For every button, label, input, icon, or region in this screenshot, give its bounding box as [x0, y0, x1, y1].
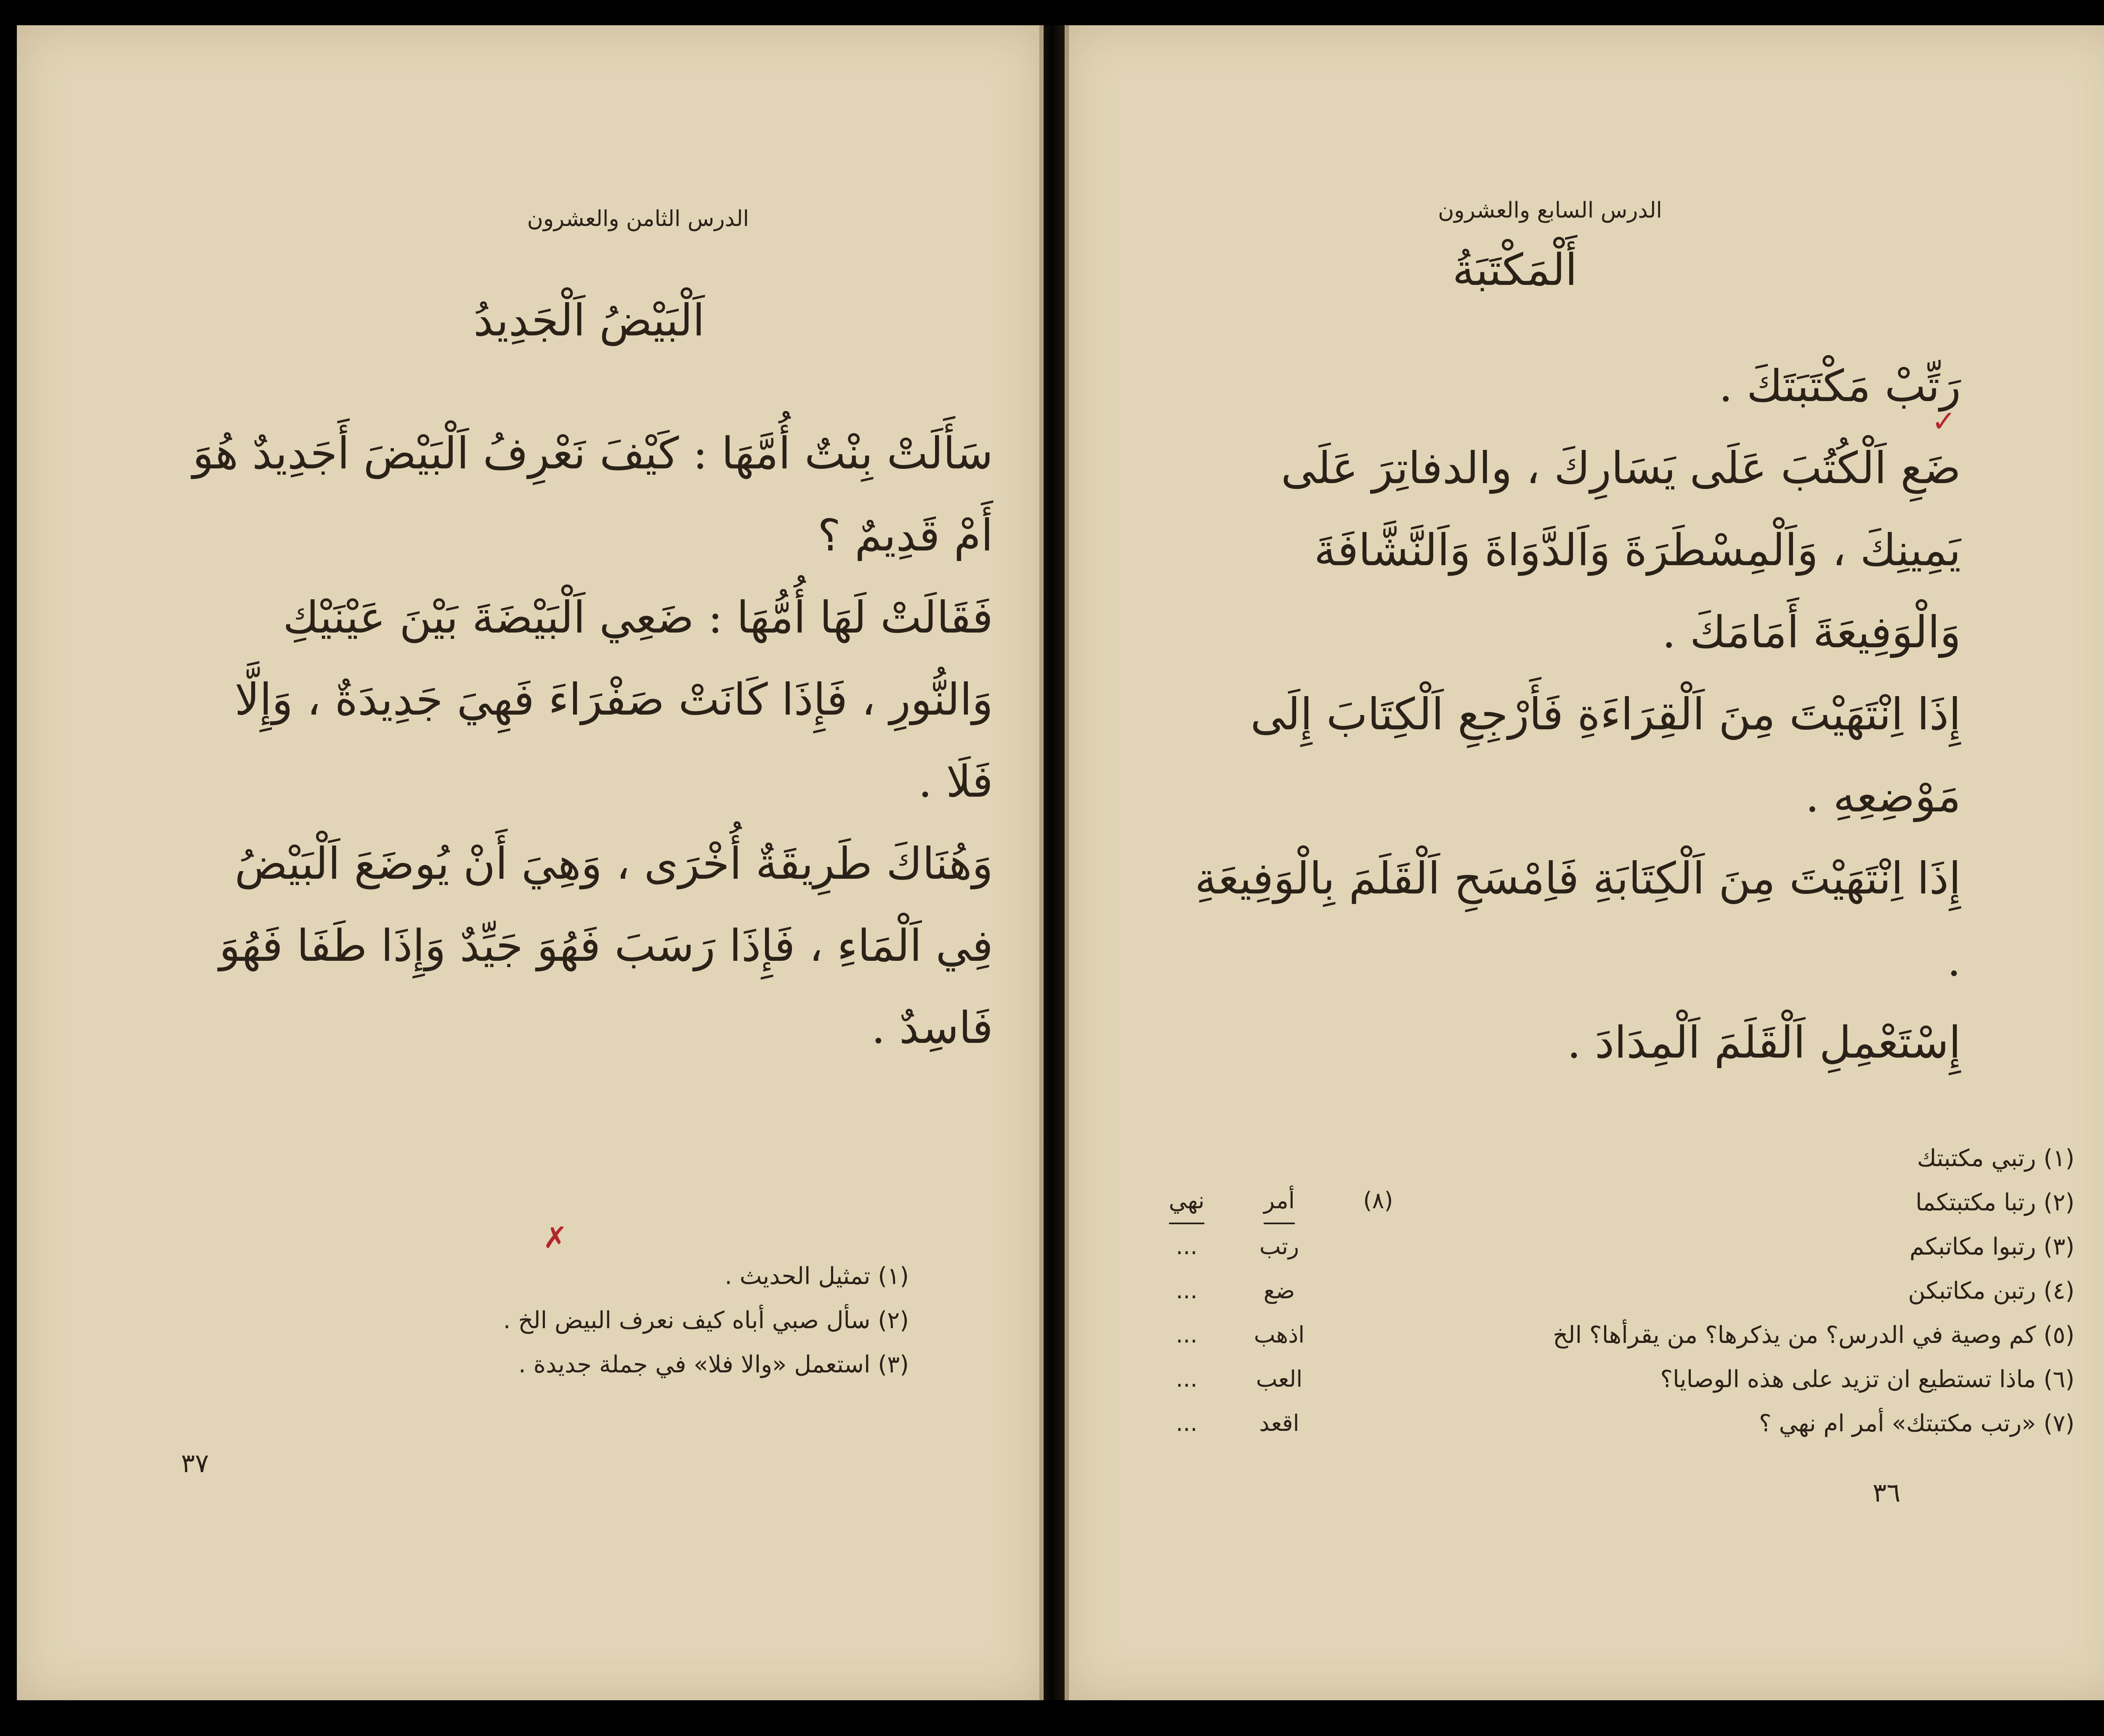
lesson-header: الدرس الثامن والعشرون — [527, 206, 749, 231]
amr-header: أمر — [1264, 1178, 1295, 1224]
nahy-value: ... — [1176, 1366, 1198, 1392]
amr-column — [1241, 1178, 1317, 1445]
lesson-body — [1170, 345, 1961, 1084]
table-label: (٨) — [1363, 1187, 1393, 1214]
amr-value: رتب — [1259, 1233, 1299, 1260]
nahy-header: نهي — [1169, 1178, 1205, 1224]
book-gutter — [1039, 25, 1069, 1700]
paragraph: وَهُنَاكَ طَرِيقَةٌ أُخْرَى ، وَهِيَ أَنْ يُوضَعَ اَلْبَيْضُ فِي اَلْمَاءِ ، فَإِذَا رَسَبَ فَهُوَ جَيِّدٌ وَإِذَا طَفَا فَهُوَ فَاسِدٌ . — [219, 838, 993, 1053]
left-page — [17, 25, 1044, 1700]
exercise-item: (٢) رتبا مكتبتكما — [1915, 1189, 2075, 1216]
lesson-title: أَلْمَكْتَبَةُ — [1452, 244, 1578, 295]
paragraph: ضَعِ اَلْكُتُبَ عَلَى يَسَارِكَ ، والدفاتِرَ عَلَى يَمِينِكَ ، وَاَلْمِسْطَرَةَ وَاَلدَّوَاةَ وَاَلنَّشَّافَةَ وَالْوَفِيعَةَ أَمَامَكَ . — [1281, 442, 1961, 658]
exercise-item: (٣) استعمل «والا فلا» في جملة جديدة . — [518, 1351, 909, 1378]
nahy-value: ... — [1176, 1410, 1198, 1436]
amr-value: العب — [1256, 1366, 1303, 1392]
paragraph: فَقَالَتْ لَهَا أُمُّهَا : ضَعِي اَلْبَيْضَةَ بَيْنَ عَيْنَيْكِ وَالنُّورِ ، فَإِذَا كَانَتْ صَفْرَاءَ فَهِيَ جَدِيدَةٌ ، وَإِلَّا فَلَا . — [234, 592, 993, 807]
page-number: ٣٧ — [181, 1448, 209, 1478]
exercise-item: (٣) رتبوا مكاتبكم — [1909, 1233, 2075, 1260]
nahy-value: ... — [1176, 1321, 1198, 1348]
red-check-mark: ✓ — [1931, 404, 1956, 439]
nahy-column — [1149, 1178, 1225, 1445]
nahy-value: ... — [1176, 1233, 1198, 1260]
exercise-item: (٧) «رتب مكتبتك» أمر ام نهي ؟ — [1759, 1410, 2075, 1437]
exercise-list — [396, 1254, 909, 1387]
paragraph: رَتِّبْ مَكْتَبَتَكَ . — [1719, 360, 1961, 412]
exercise-item: (٢) سأل صبي أباه كيف نعرف البيض الخ . — [503, 1307, 909, 1334]
exercise-item: (١) تمثيل الحديث . — [725, 1263, 909, 1290]
exercise-list — [1368, 1136, 2075, 1446]
right-page — [1065, 25, 2104, 1700]
amr-value: اذهب — [1254, 1321, 1305, 1348]
lesson-title: اَلْبَيْضُ اَلْجَدِيدُ — [473, 295, 705, 346]
exercise-item: (١) رتبي مكتبتك — [1917, 1145, 2075, 1172]
paragraph: إِذَا اِنْتَهَيْتَ مِنَ اَلْقِرَاءَةِ فَأَرْجِعِ اَلْكِتَابَ إِلَى مَوْضِعِهِ . — [1250, 689, 1961, 822]
red-check-mark: ✗ — [543, 1220, 568, 1255]
lesson-header: الدرس السابع والعشرون — [1438, 198, 1662, 223]
amr-value: ضع — [1263, 1277, 1295, 1304]
exercise-item: (٦) ماذا تستطيع ان تزيد على هذه الوصايا؟ — [1660, 1366, 2075, 1393]
paragraph: إِسْتَعْمِلِ اَلْقَلَمَ اَلْمِدَادَ . — [1567, 1017, 1961, 1068]
paragraph: إِذَا اِنْتَهَيْتَ مِنَ اَلْكِتَابَةِ فَاِمْسَحِ اَلْقَلَمَ بِالْوَفِيعَةِ . — [1195, 853, 1961, 986]
exercise-item: (٥) كم وصية في الدرس؟ من يذكرها؟ من يقرأها؟ الخ — [1553, 1321, 2075, 1349]
amr-value: اقعد — [1259, 1410, 1299, 1436]
paragraph: سَأَلَتْ بِنْتٌ أُمَّهَا : كَيْفَ نَعْرِفُ اَلْبَيْضَ أَجَدِيدٌ هُوَ أَمْ قَدِيمٌ ؟ — [192, 428, 993, 561]
nahy-value: ... — [1176, 1277, 1198, 1304]
page-number: ٣٦ — [1873, 1477, 1901, 1508]
exercise-item: (٤) رتبن مكاتبكن — [1908, 1277, 2075, 1305]
lesson-body — [185, 412, 993, 1069]
